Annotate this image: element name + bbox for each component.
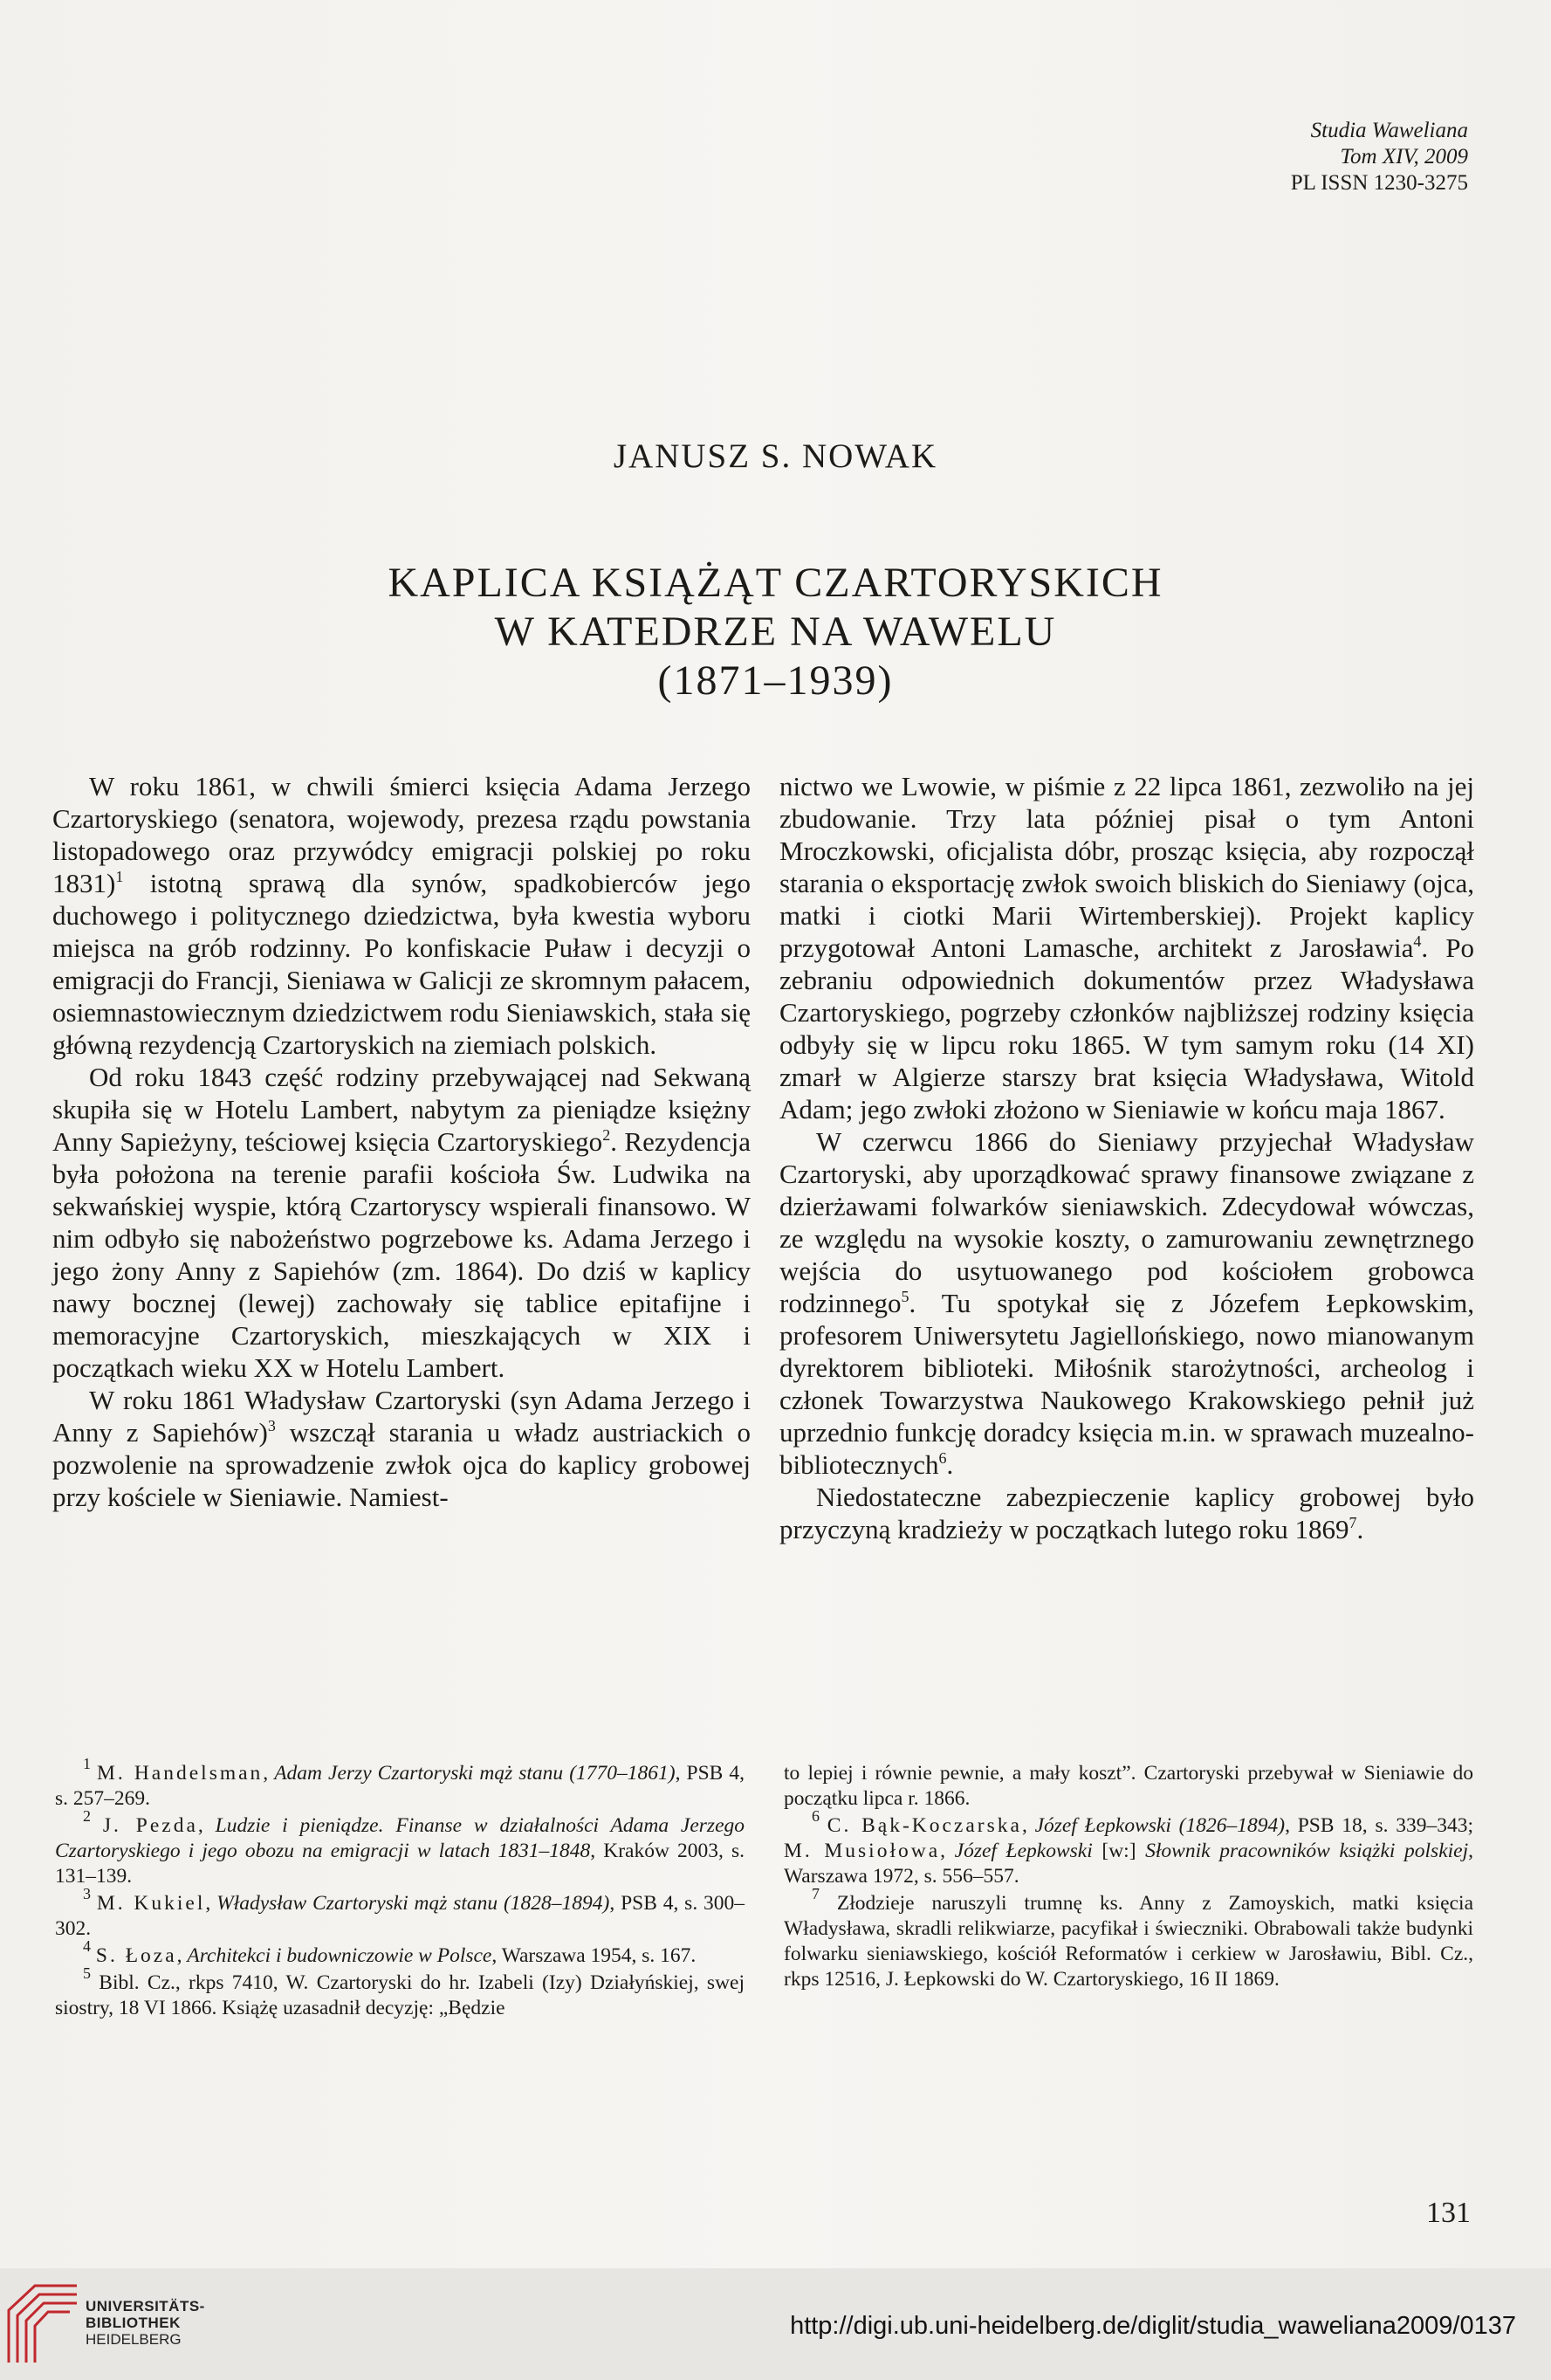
paragraph-text: istotną sprawą dla synów, spadkobierców jego duchowego i politycznego dziedzictwa, była kwestia wyboru miejsca na grób rodzinny. Po konfiskacie Puław i decyzji o emigracji do Francji, Sieniawa w Galicji ze skromnym pałacem, osiemnastowiecznym dziedzictwem rodu Sieniawskich, stała się główną rezydencją Czartoryskich na ziemiach polskich.	[52, 868, 751, 1060]
article-author: JANUSZ S. NOWAK	[613, 437, 938, 475]
footnote-number: 7	[812, 1885, 820, 1902]
footnote-author: M. Handelsman	[97, 1762, 264, 1785]
journal-issn: PL ISSN 1230-3275	[1290, 171, 1468, 195]
footnote-ref: 2	[602, 1126, 611, 1144]
paragraph-text: .	[1356, 1514, 1364, 1544]
footnote-author: M. Musiołowa	[784, 1840, 941, 1862]
footnote-number: 6	[812, 1807, 820, 1825]
footnote-text: , Warszawa 1972, s. 556–557.	[784, 1840, 1473, 1888]
title-line-1: KAPLICA KSIĄŻĄT CZARTORYSKICH	[388, 560, 1163, 606]
title-line-3: (1871–1939)	[657, 657, 894, 704]
library-name-line: HEIDELBERG	[86, 2331, 182, 2348]
footnote-title: Józef Łepkowski	[954, 1840, 1093, 1862]
paragraph-text: .	[946, 1449, 954, 1480]
paragraph-text: . Tu spotykał się z Józefem Łepkowskim, profesorem Uniwersytetu Jagiellońskiego, nowo mianowanym dyrektorem biblioteki. Miłośnik starożytności, archeolog i członek Towarzystwa Naukowego Krakowskiego pełnił już uprzednio funkcję doradcy księcia m.in. w sprawach muzealno-bibliotecznych	[779, 1288, 1474, 1480]
paragraph-text: Niedostateczne zabezpieczenie kaplicy grobowej było przyczyną kradzieży w początkach lutego roku 1869	[779, 1482, 1474, 1544]
paragraph	[779, 1125, 1474, 1481]
footnote-ref: 7	[1349, 1514, 1357, 1531]
footnote-author: S. Łoza	[95, 1944, 177, 1967]
footnote-number: 2	[83, 1807, 91, 1825]
footnote-text: , PSB 4, s. 257–269.	[55, 1762, 745, 1810]
footnote: $^4$ S. Łoza, Architekci i budowniczowie w Polsce, Warszawa 1954, s. 167.	[83, 1937, 697, 1967]
footnote-text: , Warszawa 1954, s. 167.	[491, 1944, 697, 1967]
body-column-left	[52, 770, 751, 1513]
footnote-ref: 4	[1413, 932, 1422, 950]
footnote: $^3$ M. Kukiel, Władysław Czartoryski mąż stanu (1828–1894), PSB 4, s. 300–302.	[55, 1885, 745, 1940]
paragraph	[779, 1481, 1474, 1545]
paragraph	[52, 1061, 751, 1384]
page-number: 131	[1426, 2197, 1471, 2229]
footnote-text: , Kraków 2003, s. 131–139.	[55, 1840, 745, 1888]
library-name-line: UNIVERSITÄTS-	[86, 2298, 205, 2315]
footnotes-left	[55, 1755, 745, 2023]
journal-name: Studia Waweliana	[1310, 119, 1468, 142]
paragraph-text: . Po zebraniu odpowiednich dokumentów przez Władysława Czartoryskiego, pogrzeby członków najbliższej rodziny księcia odbyły się w lipcu roku 1865. W tym samym roku (14 XI) zmarł w Algierze starszy brat księcia Władysława, Witold Adam; jego zwłoki złożono w Sieniawie w końcu maja 1867.	[779, 932, 1474, 1125]
footnote-number: 4	[83, 1937, 91, 1955]
footnote	[55, 1964, 745, 2021]
footnote-title: Architekci i budowniczowie w Polsce	[187, 1944, 492, 1967]
footnote-title: Władysław Czartoryski mąż stanu (1828–1894)	[216, 1892, 610, 1915]
footnote-text: Bibl. Cz., rkps 7410, W. Czartoryski do hr. Izabeli (Izy) Działyńskiej, swej siostry, 18 VI 1866. Książę uzasadnił decyzję: „Będzie	[55, 1971, 745, 2019]
footnote-text: Złodzieje naruszyli trumnę ks. Anny z Zamoyskich, matki księcia Władysława, skradli relikwiarze, pacyfikał i świeczniki. Obrabowali także budynki folwarku sieniawskiego, kościół Reformatów i cerkiew w Jarosławiu, Bibl. Cz., rkps 12516, J. Łepkowski do W. Czartoryskiego, 16 II 1869.	[784, 1892, 1474, 1991]
source-url-link[interactable]: http://digi.ub.uni-heidelberg.de/diglit/studia_waweliana2009/0137	[790, 2312, 1516, 2340]
footnote-ref: 5	[901, 1288, 909, 1305]
paragraph-text: . Rezydencja była położona na terenie parafii kościoła Św. Ludwika na sekwańskiej wyspie, którą Czartoryscy wspierali finansowo. W nim odbyło się nabożeństwo pogrzebowe ks. Adama Jerzego i jego żony Anny z Sapiehów (zm. 1864). Do dziś w kaplicy nawy bocznej (lewej) zachowały się tablice epitafijne i memoracyjne Czartoryskich, mieszkających w XIX i początkach wieku XX w Hotelu Lambert.	[52, 1126, 751, 1383]
paragraph	[52, 1384, 751, 1513]
footnote-ref: 1	[115, 868, 124, 885]
footnote	[784, 1885, 1474, 1992]
footnote-text: [w:]	[1092, 1840, 1146, 1862]
footnote-text: , PSB 18, s. 339–343;	[1285, 1814, 1474, 1837]
footnote-number: 5	[83, 1964, 91, 1982]
footnote-title: Ludzie i pieniądze. Finanse w działalności Adama Jerzego Czartoryskiego i jego obozu na emigracji w latach 1831–1848	[55, 1814, 745, 1862]
footnote-continuation: to lepiej i równie pewnie, a mały koszt”. Czartoryski przebywał w Sieniawie do początku lipca r. 1866.	[784, 1762, 1473, 1810]
library-name	[86, 2298, 205, 2348]
footnote-ref: 3	[267, 1417, 276, 1434]
footnote: $^1$ M. Handelsman, Adam Jerzy Czartoryski mąż stanu (1770–1861), PSB 4, s. 257–269.	[55, 1755, 745, 1810]
footnote-ref: 6	[938, 1449, 947, 1467]
library-name-line: BIBLIOTHEK	[86, 2315, 181, 2331]
paragraph	[52, 770, 751, 1061]
footnote-text: , PSB 4, s. 300–302.	[55, 1892, 745, 1940]
footnote-number: 3	[83, 1885, 91, 1902]
paragraph-text: W roku 1861, w chwili śmierci księcia Adama Jerzego Czartoryskiego (senatora, wojewody, prezesa rządu powstania listopadowego oraz przywódcy emigracji polskiej po roku 1831)	[52, 771, 751, 898]
article-title	[0, 559, 1551, 705]
footnote-author: C. Bąk-Koczarska	[827, 1814, 1022, 1837]
title-line-2: W KATEDRZE NA WAWELU	[494, 609, 1057, 655]
footnote-title: Adam Jerzy Czartoryski mąż stanu (1770–1861)	[274, 1762, 676, 1785]
footnote-title: Słownik pracowników książki polskiej	[1145, 1840, 1469, 1862]
journal-volume: Tom XIV, 2009	[1340, 145, 1468, 169]
footnote-author: J. Pezda	[102, 1814, 198, 1837]
paragraph-text: Od roku 1843 część rodziny przebywającej nad Sekwaną skupiła się w Hotelu Lambert, nabytym za pieniądze księżny Anny Sapieżyny, teściowej księcia Czartoryskiego	[52, 1062, 751, 1157]
footnote: $^2$ J. Pezda, Ludzie i pieniądze. Finanse w działalności Adama Jerzego Czartoryskiego i jego obozu na emigracji w latach 1831–1848, Kraków 2003, s. 131–139.	[55, 1807, 745, 1888]
footnotes-right	[784, 1761, 1473, 1994]
digitization-footer	[0, 2268, 1551, 2380]
paragraph-text: W roku 1861 Władysław Czartoryski (syn Adama Jerzego i Anny z Sapiehów)	[52, 1385, 751, 1448]
journal-header	[1291, 118, 1468, 196]
paragraph-text: wszczął starania u władz austriackich o pozwolenie na sprowadzenie zwłok ojca do kaplicy grobowej przy kościele w Sieniawie. Namiest-	[52, 1417, 751, 1512]
paragraph-text: W czerwcu 1866 do Sieniawy przyjechał Władysław Czartoryski, aby uporządkować sprawy finansowe związane z dzierżawami folwarków sieniawskich. Zdecydował wówczas, ze względu na wysokie koszty, o zamurowaniu zewnętrznego wejścia do usytuowanego pod kościołem grobowca rodzinnego	[779, 1126, 1474, 1318]
footnote-title: Józef Łepkowski (1826–1894)	[1034, 1814, 1286, 1837]
body-column-right	[779, 770, 1474, 1545]
paragraph	[779, 770, 1474, 1125]
footnote-number: 1	[83, 1755, 91, 1772]
ub-heidelberg-logo-icon	[0, 2275, 84, 2370]
paragraph-text: nictwo we Lwowie, w piśmie z 22 lipca 1861, zezwoliło na jej zbudowanie. Trzy lata później pisał o tym Antoni Mroczkowski, oficjalista dóbr, prosząc księcia, aby rozpoczął starania o eksportację zwłok swoich bliskich do Sieniawy (ojca, matki i ciotki Marii Wirtemberskiej). Projekt kaplicy przygotował Antoni Lamasche, architekt z Jarosławia	[779, 771, 1474, 963]
footnote-author: M. Kukiel	[96, 1892, 206, 1915]
footnote: $^6$ C. Bąk-Koczarska, Józef Łepkowski (1826–1894), PSB 18, s. 339–343; M. Musiołowa, Józef Łepkowski [w:] Słownik pracowników książki polskiej, Warszawa 1972, s. 556–557.	[784, 1807, 1474, 1888]
